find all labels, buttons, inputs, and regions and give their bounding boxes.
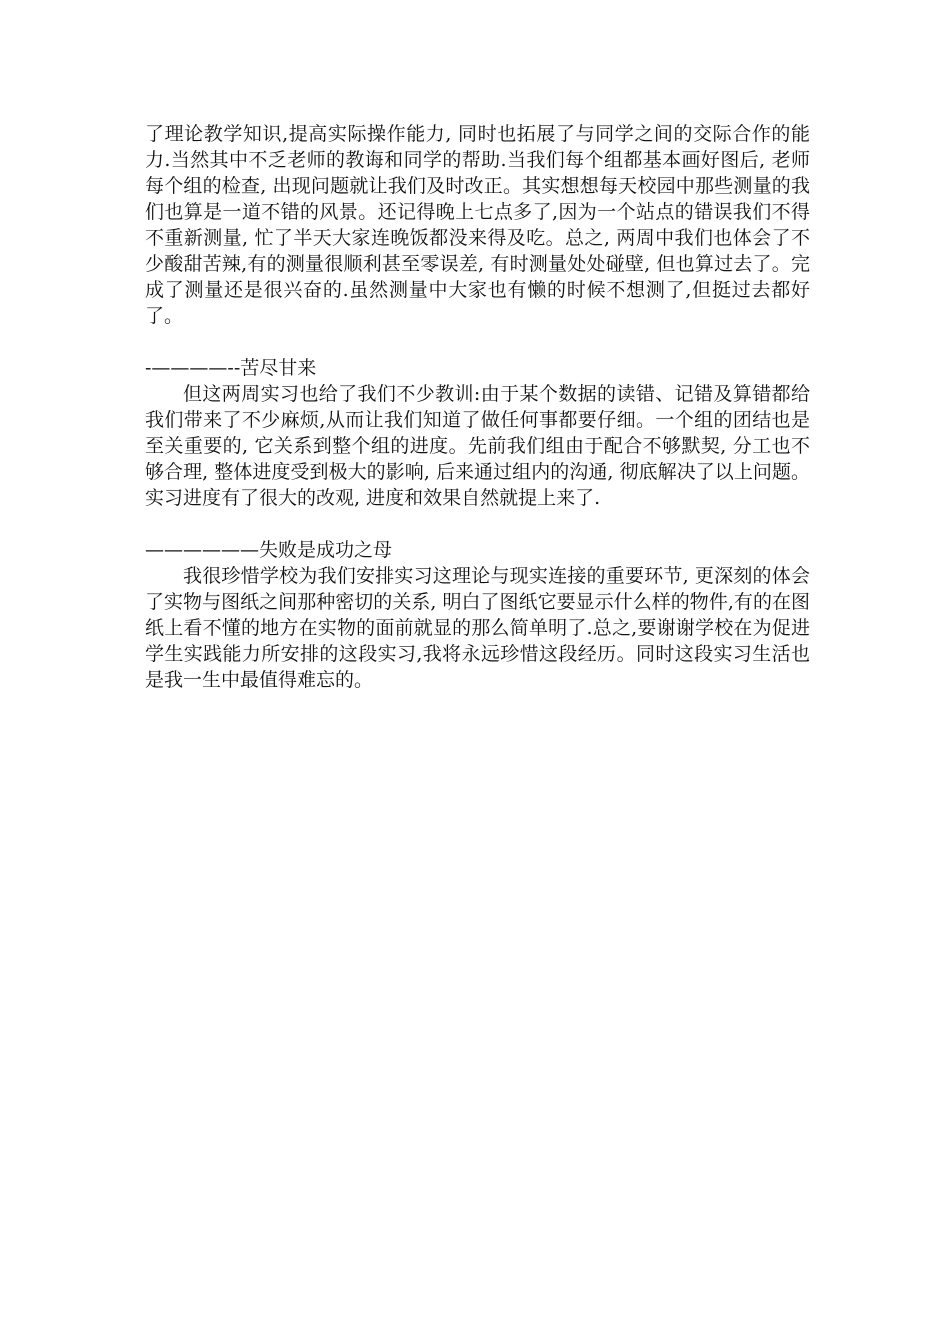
paragraph-conclusion: 我很珍惜学校为我们安排实习这理论与现实连接的重要环节, 更深刻的体会了实物与图纸之间那种密切的关系, 明白了图纸它要显示什么样的物件,有的在图纸上看不懂的地方在实物的面前就显的那么简单明了.总之,要谢谢学校在为促进学生实践能力所安排的这段实习,我将永远珍惜这段经历。同时这段实习生活也是我一生中最值得难忘的。 — [145, 565, 810, 691]
paragraph-gap — [145, 511, 810, 537]
paragraph-gap — [145, 329, 810, 355]
document-body — [145, 121, 810, 693]
section-heading-failure-mother-of-success: ——————失败是成功之母 — [145, 539, 393, 561]
paragraph-practice-experience: 了理论教学知识,提高实际操作能力, 同时也拓展了与同学之间的交际合作的能力.当然其中不乏老师的教诲和同学的帮助.当我们每个组都基本画好图后, 老师每个组的检查, 出现问题就让我们及时改正。其实想想每天校园中那些测量的我们也算是一道不错的风景。还记得晚上七点多了,因为一个站点的错误我们不得不重新测量, 忙了半天大家连晚饭都没来得及吃。总之, 两周中我们也体会了不少酸甜苦辣,有的测量很顺利甚至零误差, 有时测量处处碰壁, 但也算过去了。完成了测量还是很兴奋的.虽然测量中大家也有懒的时候不想测了,但挺过去都好了。 — [145, 123, 810, 327]
paragraph-lessons-learned: 但这两周实习也给了我们不少教训:由于某个数据的读错、记错及算错都给我们带来了不少麻烦,从而让我们知道了做任何事都要仔细。一个组的团结也是至关重要的, 它关系到整个组的进度。先前我们组由于配合不够默契, 分工也不够合理, 整体进度受到极大的影响, 后来通过组内的沟通, 彻底解决了以上问题。实习进度有了很大的改观, 进度和效果自然就提上来了. — [145, 383, 810, 509]
section-heading-bitter-sweet: -————--苦尽甘来 — [145, 357, 317, 379]
